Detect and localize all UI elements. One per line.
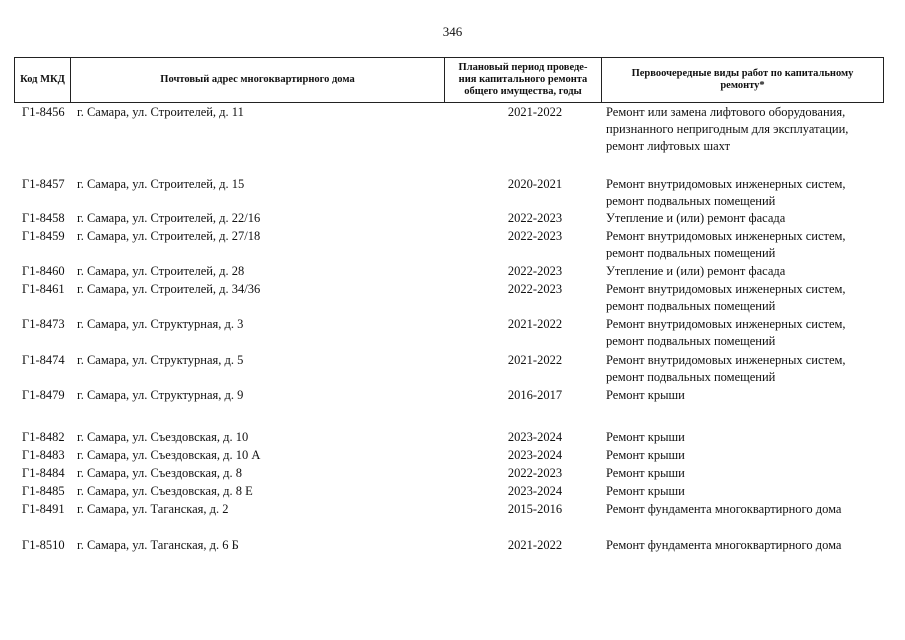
row-code: Г1-8460	[22, 264, 65, 278]
row-code: Г1-8459	[22, 229, 65, 243]
row-period: 2021-2022	[507, 105, 563, 119]
header-address: Почтовый адрес многоквартирного дома	[160, 74, 355, 85]
row-address: г. Самара, ул. Строителей, д. 22/16	[77, 211, 261, 225]
row-work: Ремонт внутридомовых инженерных систем, ремонт подвальных помещений	[606, 353, 846, 384]
page-number: 346	[442, 24, 463, 39]
row-period: 2021-2022	[507, 317, 563, 331]
row-address: г. Самара, ул. Структурная, д. 5	[77, 353, 244, 367]
row-address: г. Самара, ул. Таганская, д. 2	[77, 502, 229, 516]
row-work: Ремонт крыши	[606, 484, 685, 498]
row-code: Г1-8479	[22, 388, 65, 402]
row-address: г. Самара, ул. Структурная, д. 9	[77, 388, 244, 402]
row-code: Г1-8473	[22, 317, 65, 331]
row-code: Г1-8457	[22, 177, 65, 191]
row-period: 2022-2023	[507, 264, 563, 278]
header-works: Первоочередные виды работ по капитальному ремонту*	[631, 68, 854, 91]
row-period: 2022-2023	[507, 282, 563, 296]
row-code: Г1-8456	[22, 105, 65, 119]
row-address: г. Самара, ул. Строителей, д. 28	[77, 264, 245, 278]
row-address: г. Самара, ул. Строителей, д. 15	[77, 177, 245, 191]
header-code: Код МКД	[20, 74, 65, 85]
row-work: Ремонт внутридомовых инженерных систем, ремонт подвальных помещений	[606, 282, 846, 313]
row-period: 2022-2023	[507, 211, 563, 225]
row-code: Г1-8510	[22, 538, 65, 552]
row-address: г. Самара, ул. Съездовская, д. 10	[77, 430, 249, 444]
row-address: г. Самара, ул. Строителей, д. 11	[77, 105, 244, 119]
row-code: Г1-8458	[22, 211, 65, 225]
row-period: 2022-2023	[507, 229, 563, 243]
row-code: Г1-8482	[22, 430, 65, 444]
row-work: Утепление и (или) ремонт фасада	[606, 264, 786, 278]
row-address: г. Самара, ул. Структурная, д. 3	[77, 317, 244, 331]
row-work: Ремонт внутридомовых инженерных систем, ремонт подвальных помещений	[606, 317, 846, 348]
table-header	[14, 57, 884, 103]
row-address: г. Самара, ул. Таганская, д. 6 Б	[77, 538, 239, 552]
row-work: Ремонт или замена лифтового оборудования, признанного непригодным для эксплуатации, ремонт лифтовых шахт	[606, 105, 849, 153]
row-code: Г1-8483	[22, 448, 65, 462]
row-address: г. Самара, ул. Съездовская, д. 10 А	[77, 448, 261, 462]
row-work: Ремонт внутридомовых инженерных систем, ремонт подвальных помещений	[606, 177, 846, 208]
row-work: Ремонт крыши	[606, 430, 685, 444]
row-address: г. Самара, ул. Съездовская, д. 8 Е	[77, 484, 253, 498]
row-period: 2023-2024	[507, 430, 563, 444]
row-period: 2021-2022	[507, 353, 563, 367]
header-divider	[883, 57, 884, 103]
header-period: Плановый период проведе- ния капитального ремонта общего имущества, годы	[458, 62, 588, 97]
row-work: Ремонт фундамента многоквартирного дома	[606, 502, 842, 516]
row-work: Утепление и (или) ремонт фасада	[606, 211, 786, 225]
row-code: Г1-8461	[22, 282, 65, 296]
row-code: Г1-8474	[22, 353, 65, 367]
row-address: г. Самара, ул. Съездовская, д. 8	[77, 466, 242, 480]
row-work: Ремонт внутридомовых инженерных систем, ремонт подвальных помещений	[606, 229, 846, 260]
row-work: Ремонт крыши	[606, 388, 685, 402]
row-work: Ремонт крыши	[606, 466, 685, 480]
row-code: Г1-8484	[22, 466, 65, 480]
row-address: г. Самара, ул. Строителей, д. 34/36	[77, 282, 261, 296]
row-address: г. Самара, ул. Строителей, д. 27/18	[77, 229, 261, 243]
row-work: Ремонт фундамента многоквартирного дома	[606, 538, 842, 552]
row-code: Г1-8491	[22, 502, 65, 516]
row-period: 2022-2023	[507, 466, 563, 480]
row-period: 2015-2016	[507, 502, 563, 516]
row-period: 2023-2024	[507, 448, 563, 462]
row-period: 2016-2017	[507, 388, 563, 402]
row-period: 2021-2022	[507, 538, 563, 552]
row-period: 2020-2021	[507, 177, 563, 191]
row-work: Ремонт крыши	[606, 448, 685, 462]
row-code: Г1-8485	[22, 484, 65, 498]
row-period: 2023-2024	[507, 484, 563, 498]
